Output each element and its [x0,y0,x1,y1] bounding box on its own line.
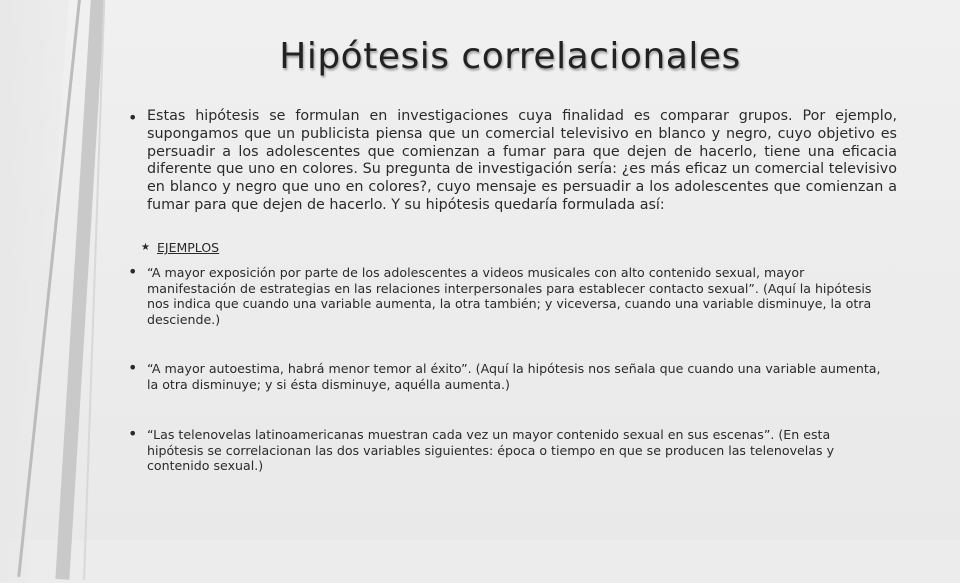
asterisk-bullet-icon: ★ [141,242,150,253]
example-item-2: “A mayor autoestima, habrá menor temor al éxito”. (Aquí la hipótesis nos señala que cuando una variable aumenta, la otra disminuye; y si ésta disminuye, aquélla aumenta.) [147,361,881,392]
examples-heading: EJEMPLOS [157,240,220,255]
bullet-icon: • [128,108,138,127]
example-item-1: “A mayor exposición por parte de los adolescentes a videos musicales con alto contenido sexual, mayor manifestación de estrategias en las relaciones interpersonales para establecer contacto sexual”. (Aquí la hipótesis nos indica que cuando una variable aumenta, la otra también; y viceversa, cuando una variable disminuye, la otra desciende.) [147,265,872,327]
intro-paragraph: Estas hipótesis se formulan en investigaciones cuya finalidad es comparar grupos. Por ejemplo, supongamos que un publicista piensa que un comercial televisivo en blanco y negro, cuyo objetivo es persuadir a los adolescentes que comienzan a fumar para que dejen de hacerlo, tiene una eficacia diferente que uno en colores. Su pregunta de investigación sería: ¿es más eficaz un comercial televisivo en blanco y negro que uno en colores?, cuyo mensaje es persuadir a los adolescentes que comienzan a fumar para que dejen de hacerlo. Y su hipótesis quedaría formulada así: [147,108,897,213]
bullet-icon: • [128,358,138,377]
bullet-icon: • [128,262,138,281]
example-item-3: “Las telenovelas latinoamericanas muestran cada vez un mayor contenido sexual en sus escenas”. (En esta hipótesis se correlacionan las dos variables siguientes: época o tiempo en que se producen las telenovelas y contenido sexual.) [147,427,835,474]
slide-title: Hipótesis correlacionales [279,36,741,77]
bullet-icon: • [128,424,138,443]
